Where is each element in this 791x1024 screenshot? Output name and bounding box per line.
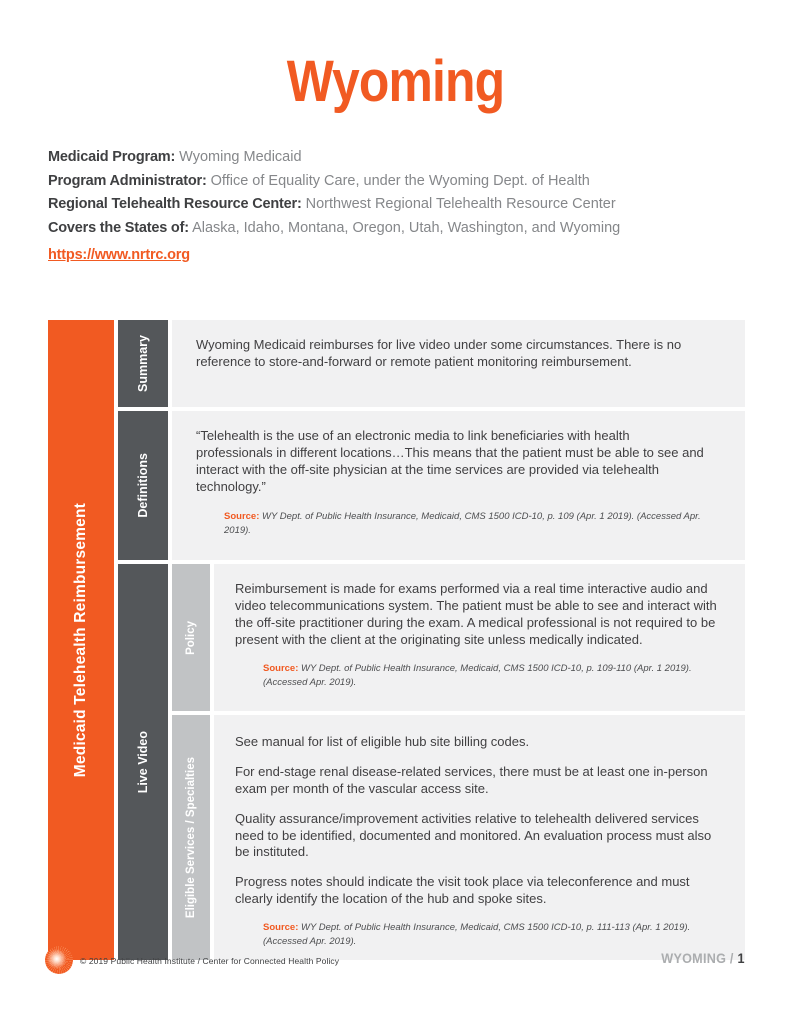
eligible-source-text: WY Dept. of Public Health Insurance, Medicaid, CMS 1500 ICD-10, p. 111-113 (Apr. 1 2019). (Accessed Apr. 2019). (263, 922, 691, 948)
page-title-text: Wyoming (286, 49, 505, 114)
policy-source-text: WY Dept. of Public Health Insurance, Medicaid, CMS 1500 ICD-10, p. 109-110 (Apr. 1 2019). (Accessed Apr. 2019). (263, 662, 692, 688)
reimbursement-matrix (48, 320, 745, 948)
eligible-services-panel (214, 715, 745, 960)
covered-states-value: Alaska, Idaho, Montana, Oregon, Utah, Washington, and Wyoming (192, 219, 621, 236)
eligible-paragraph-2: For end-stage renal disease-related services, there must be at least one in-person exam per month of the vascular access site. (235, 763, 708, 796)
category-column-medicaid-telehealth-reimbursement (48, 320, 114, 960)
cchp-sunburst-logo-icon (45, 946, 73, 974)
definitions-label-text: Definitions (136, 453, 150, 518)
definitions-source-text: WY Dept. of Public Health Insurance, Medicaid, CMS 1500 ICD-10, p. 109 (Apr. 1 2019). (Accessed Apr. 2019). (224, 510, 701, 536)
row-label-live-video (118, 564, 168, 960)
row-label-definitions (118, 411, 168, 560)
resource-center-label: Regional Telehealth Resource Center: (48, 196, 302, 212)
eligible-source (263, 921, 719, 950)
sub-label-eligible-services (172, 715, 210, 960)
program-administrator-value: Office of Equality Care, under the Wyoming Dept. of Health (210, 172, 590, 189)
medicaid-program-value: Wyoming Medicaid (179, 149, 302, 165)
summary-body: Wyoming Medicaid reimburses for live video under some circumstances. There is no reference to store-and-forward or remote patient monitoring reimbursement. (196, 337, 682, 369)
eligible-paragraph-1: See manual for list of eligible hub site billing codes. (235, 734, 530, 749)
policy-source-label: Source: (263, 662, 299, 674)
category-column-label: Medicaid Telehealth Reimbursement (72, 502, 89, 777)
medicaid-program-label: Medicaid Program: (48, 149, 176, 165)
program-administrator-label: Program Administrator: (48, 172, 207, 189)
eligible-services-label-text: Eligible Services / Specialties (185, 756, 197, 918)
resource-center-value: Northwest Regional Telehealth Resource Center (305, 196, 616, 212)
resource-center-line (48, 197, 620, 211)
covered-states-label: Covers the States of: (48, 219, 189, 236)
live-video-label-text: Live Video (136, 730, 150, 793)
footer-page-number: 1 (737, 950, 745, 966)
definitions-body: “Telehealth is the use of an electronic media to link beneficiaries with health professionals in different locations…This means that the patient must be able to see and interact with the off-site physician at the time services are provided via telehealth technology.” (196, 428, 704, 494)
eligible-paragraph-3: Quality assurance/improvement activities relative to telehealth delivered services need to be identified, documented and monitored. An evaluation process must also be instituted. (235, 810, 712, 860)
program-administrator-line (48, 174, 620, 188)
nrtrc-link[interactable]: https://www.nrtrc.org (48, 247, 190, 263)
footer-copyright: © 2019 Public Health Institute / Center for Connected Health Policy (80, 956, 340, 966)
policy-source (263, 662, 719, 691)
definitions-panel (172, 411, 745, 560)
eligible-paragraph-4: Progress notes should indicate the visit took place via teleconference and must clearly identify the location of the hub and spoke sites. (235, 874, 690, 907)
definitions-source (224, 510, 707, 539)
page-title (0, 48, 791, 115)
sub-label-policy (172, 564, 210, 711)
header-info (48, 150, 620, 263)
row-label-summary (118, 320, 168, 407)
summary-panel (172, 320, 745, 407)
medicaid-program-line (48, 150, 620, 164)
definitions-source-label: Source: (224, 510, 260, 522)
footer-page-indicator (662, 950, 745, 966)
policy-panel (214, 564, 745, 711)
covered-states-line (48, 221, 620, 235)
footer-state-label: WYOMING / (661, 950, 738, 966)
eligible-source-label: Source: (263, 922, 299, 934)
policy-body: Reimbursement is made for exams performed via a real time interactive audio and video telecommunications system. The patient must be able to see and interact with the off-site practitioner during the exam. A medical professional is not required to be present with the client at the originating site unless medically indicated. (235, 581, 717, 647)
policy-label-text: Policy (185, 620, 197, 655)
summary-label-text: Summary (136, 335, 150, 392)
